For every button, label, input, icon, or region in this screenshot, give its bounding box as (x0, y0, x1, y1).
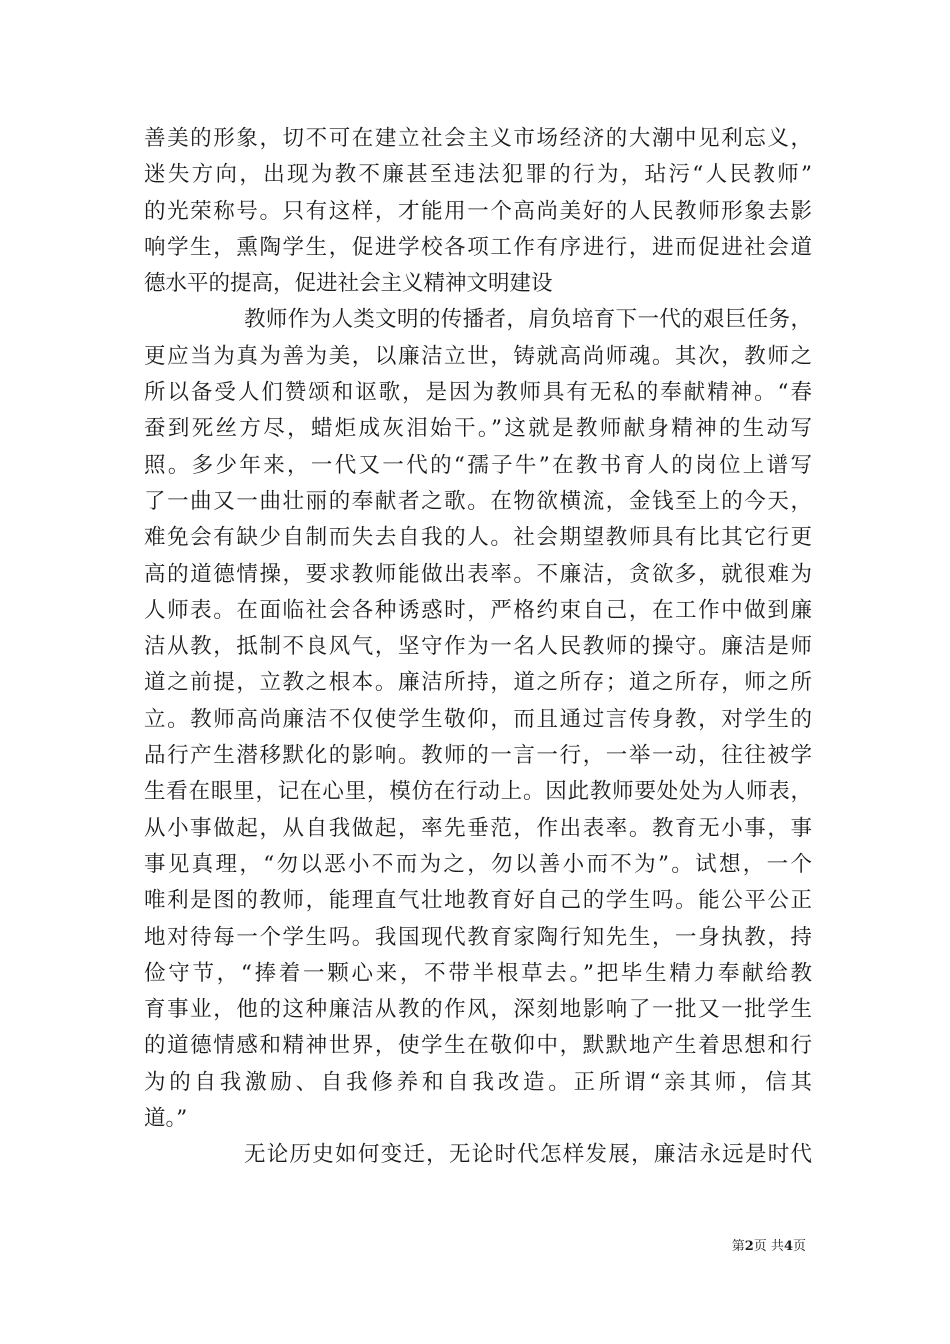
text-line: 照。多少年来，一代又一代的“孺子牛”在教书育人的岗位上谱写 (144, 452, 812, 478)
text-line: 蚕到死丝方尽，蜡炬成灰泪始干。”这就是教师献身精神的生动写 (144, 416, 812, 442)
text-line: 所以备受人们赞颂和讴歌，是因为教师具有无私的奉献精神。“春 (144, 380, 812, 406)
text-line: 唯利是图的教师，能理直气壮地教育好自己的学生吗。能公平公正 (144, 888, 812, 914)
text-line: 迷失方向，出现为教不廉甚至违法犯罪的行为，玷污“人民教师” (144, 162, 812, 188)
text-line: 地对待每一个学生吗。我国现代教育家陶行知先生，一身执教，持 (144, 924, 812, 950)
text-line: 善美的形象，切不可在建立社会主义市场经济的大潮中见利忘义， (144, 126, 812, 151)
text-line: 高的道德情操，要求教师能做出表率。不廉洁，贪欲多，就很难为 (144, 561, 812, 587)
body-text (144, 121, 812, 1174)
text-line: 事见真理，“勿以恶小不而为之，勿以善小而不为”。试想，一个 (144, 851, 812, 877)
current-page-number: 2 (744, 1239, 754, 1254)
footer-suffix: 页 (792, 1239, 806, 1254)
footer-middle: 页 共 (753, 1239, 784, 1254)
text-line: 的光荣称号。只有这样，才能用一个高尚美好的人民教师形象去影 (144, 198, 812, 224)
paragraph-first-line: 教师作为人类文明的传播者，肩负培育下一代的艰巨任务， (244, 307, 812, 333)
text-line: 立。教师高尚廉洁不仅使学生敬仰，而且通过言传身教，对学生的 (144, 706, 812, 732)
text-line: 德水平的提高，促进社会主义精神文明建设 (144, 271, 553, 297)
text-line: 更应当为真为善为美，以廉洁立世，铸就高尚师魂。其次，教师之 (144, 343, 812, 369)
text-line: 生看在眼里，记在心里，模仿在行动上。因此教师要处处为人师表， (144, 779, 812, 805)
text-line: 育事业，他的这种廉洁从教的作风，深刻地影响了一批又一批学生 (144, 997, 812, 1023)
text-line: 道之前提，立教之根本。廉洁所持，道之所存；道之所存，师之所 (144, 670, 812, 696)
text-line: 响学生，熏陶学生，促进学校各项工作有序进行，进而促进社会道 (144, 234, 812, 260)
text-line: 从小事做起，从自我做起，率先垂范，作出表率。教育无小事，事 (144, 815, 812, 841)
text-line: 为的自我激励、自我修养和自我改造。正所谓“亲其师，信其 (144, 1069, 812, 1095)
total-pages-number: 4 (783, 1239, 793, 1254)
text-line: 了一曲又一曲壮丽的奉献者之歌。在物欲横流，金钱至上的今天， (144, 488, 812, 514)
text-line: 难免会有缺少自制而失去自我的人。社会期望教师具有比其它行更 (144, 525, 812, 551)
page-number-footer (732, 1235, 806, 1254)
text-line: 品行产生潜移默化的影响。教师的一言一行，一举一动，往往被学 (144, 743, 812, 769)
text-line: 人师表。在面临社会各种诱惑时，严格约束自己，在工作中做到廉 (144, 597, 812, 623)
paragraph-first-line: 无论历史如何变迁，无论时代怎样发展，廉洁永远是时代 (244, 1142, 812, 1168)
footer-prefix: 第 (731, 1239, 745, 1254)
text-line: 俭守节，“捧着一颗心来，不带半根草去。”把毕生精力奉献给教 (144, 960, 812, 986)
text-line: 的道德情感和精神世界，使学生在敬仰中，默默地产生着思想和行 (144, 1033, 812, 1059)
text-line: 洁从教，抵制不良风气，坚守作为一名人民教师的操守。廉洁是师 (144, 634, 812, 660)
text-line: 道。” (144, 1106, 188, 1132)
